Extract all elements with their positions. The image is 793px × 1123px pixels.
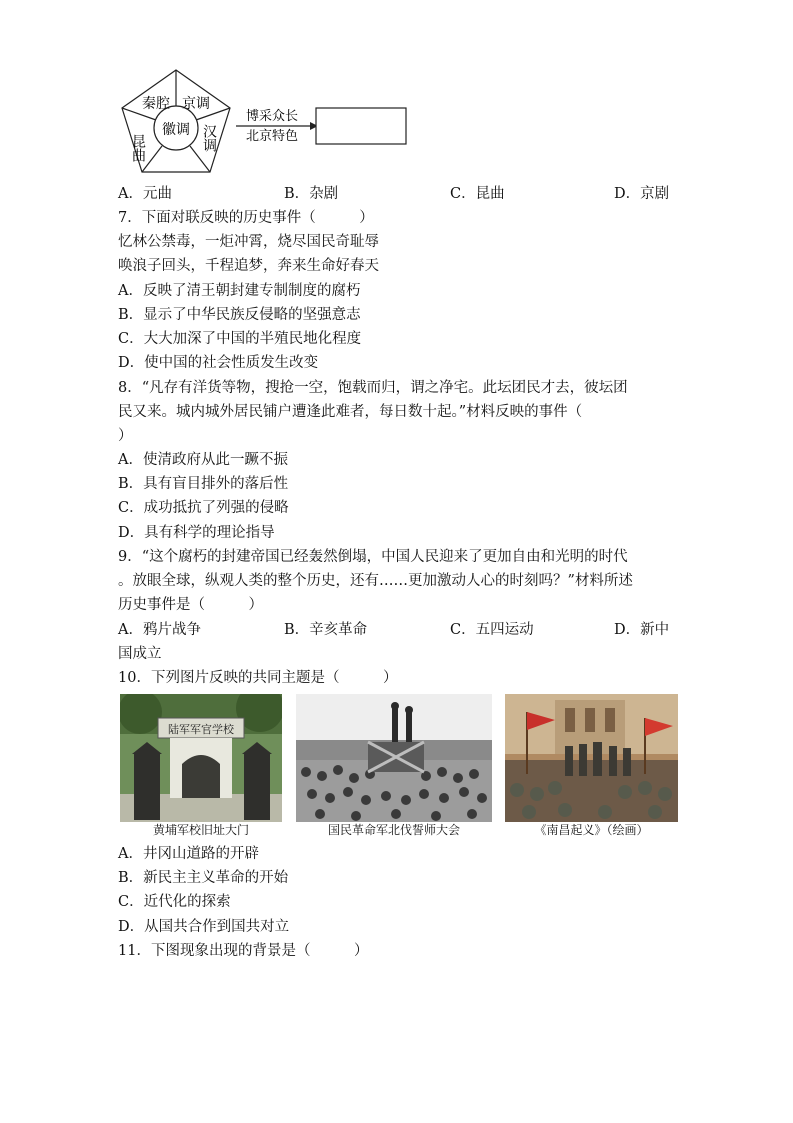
q9-stem-line-3: 历史事件是（ ） bbox=[118, 597, 263, 613]
q7-option-c: C．大大加深了中国的半殖民地化程度 bbox=[118, 331, 362, 347]
caption-northern-expedition: 国民革命军北伐誓师大会 bbox=[327, 823, 460, 837]
q8-option-c: C．成功抵抗了列强的侵略 bbox=[118, 500, 289, 516]
q8-stem-line-1: 8．“凡存有洋货等物，搜抢一空，饱载而归，谓之净宅。此坛团民才去，彼坛团 bbox=[118, 380, 628, 396]
q11-stem: 11．下图现象出现的背景是（ ） bbox=[118, 943, 369, 959]
answer-box bbox=[316, 108, 406, 144]
q8-option-b: B．具有盲目排外的落后性 bbox=[118, 476, 289, 492]
q8-stem-line-2: 民又来。城内城外居民铺户遭逢此难者，每日数十起。”材料反映的事件（ bbox=[118, 404, 583, 420]
northern-expedition-rally-photo bbox=[296, 694, 492, 822]
q6-option-b: B．杂剧 bbox=[284, 186, 339, 202]
q9-stem-line-2: 。放眼全球，纵观人类的整个历史，还有……更加激动人心的时刻吗？”材料所述 bbox=[118, 573, 633, 589]
gate-sign-text: 陆军军官学校 bbox=[168, 723, 234, 736]
q9-option-b: B．辛亥革命 bbox=[284, 622, 368, 638]
q9-stem-line-1: 9．“这个腐朽的封建帝国已经轰然倒塌，中国人民迎来了更加自由和光明的时代 bbox=[118, 549, 628, 565]
cell-right: 汉调 bbox=[201, 124, 217, 152]
cell-center: 徽调 bbox=[162, 122, 190, 138]
whampoa-gate-photo bbox=[120, 694, 282, 822]
cell-top-right: 京调 bbox=[182, 96, 210, 112]
nanchang-uprising-painting bbox=[505, 694, 678, 822]
q7-stem: 7．下面对联反映的历史事件（ ） bbox=[118, 210, 374, 226]
q8-stem-line-3: ） bbox=[118, 428, 133, 444]
caption-whampoa: 黄埔军校旧址大门 bbox=[152, 823, 249, 837]
q7-option-d: D．使中国的社会性质发生改变 bbox=[118, 355, 319, 371]
q8-option-a: A．使清政府从此一蹶不振 bbox=[118, 452, 288, 468]
caption-nanchang-uprising: 《南昌起义》（绘画） bbox=[534, 823, 649, 837]
q10-option-c: C．近代化的探索 bbox=[118, 894, 231, 910]
q6-option-c: C．昆曲 bbox=[450, 186, 505, 202]
q7-option-b: B．显示了中华民族反侵略的坚强意志 bbox=[118, 307, 361, 323]
arrow-label-2: 北京特色 bbox=[246, 129, 299, 144]
arrow-label-1: 博采众长 bbox=[246, 109, 299, 124]
q10-stem: 10．下列图片反映的共同主题是（ ） bbox=[118, 670, 398, 686]
q9-option-c: C．五四运动 bbox=[450, 622, 534, 638]
q10-option-d: D．从国共合作到国共对立 bbox=[118, 919, 290, 935]
q8-option-d: D．具有科学的理论指导 bbox=[118, 525, 275, 541]
cell-top-left: 秦腔 bbox=[142, 96, 170, 112]
q10-option-b: B．新民主主义革命的开始 bbox=[118, 870, 289, 886]
q7-option-a: A．反映了清王朝封建专制制度的腐朽 bbox=[118, 283, 361, 299]
q7-couplet-2: 唤浪子回头，千程追梦，奔来生命好春天 bbox=[118, 258, 379, 274]
q6-option-a: A．元曲 bbox=[118, 186, 172, 202]
q6-option-d: D．京剧 bbox=[614, 186, 670, 202]
q9-option-a: A．鸦片战争 bbox=[118, 622, 201, 638]
q7-couplet-1: 忆林公禁毒，一炬冲霄，烧尽国民奇耻辱 bbox=[118, 234, 379, 250]
cell-left: 昆曲 bbox=[130, 134, 146, 162]
opera-origin-diagram bbox=[118, 62, 418, 192]
q9-option-d: D．新中 bbox=[614, 622, 670, 638]
q10-option-a: A．井冈山道路的开辟 bbox=[118, 846, 259, 862]
q9-option-d-continued: 国成立 bbox=[118, 646, 162, 662]
